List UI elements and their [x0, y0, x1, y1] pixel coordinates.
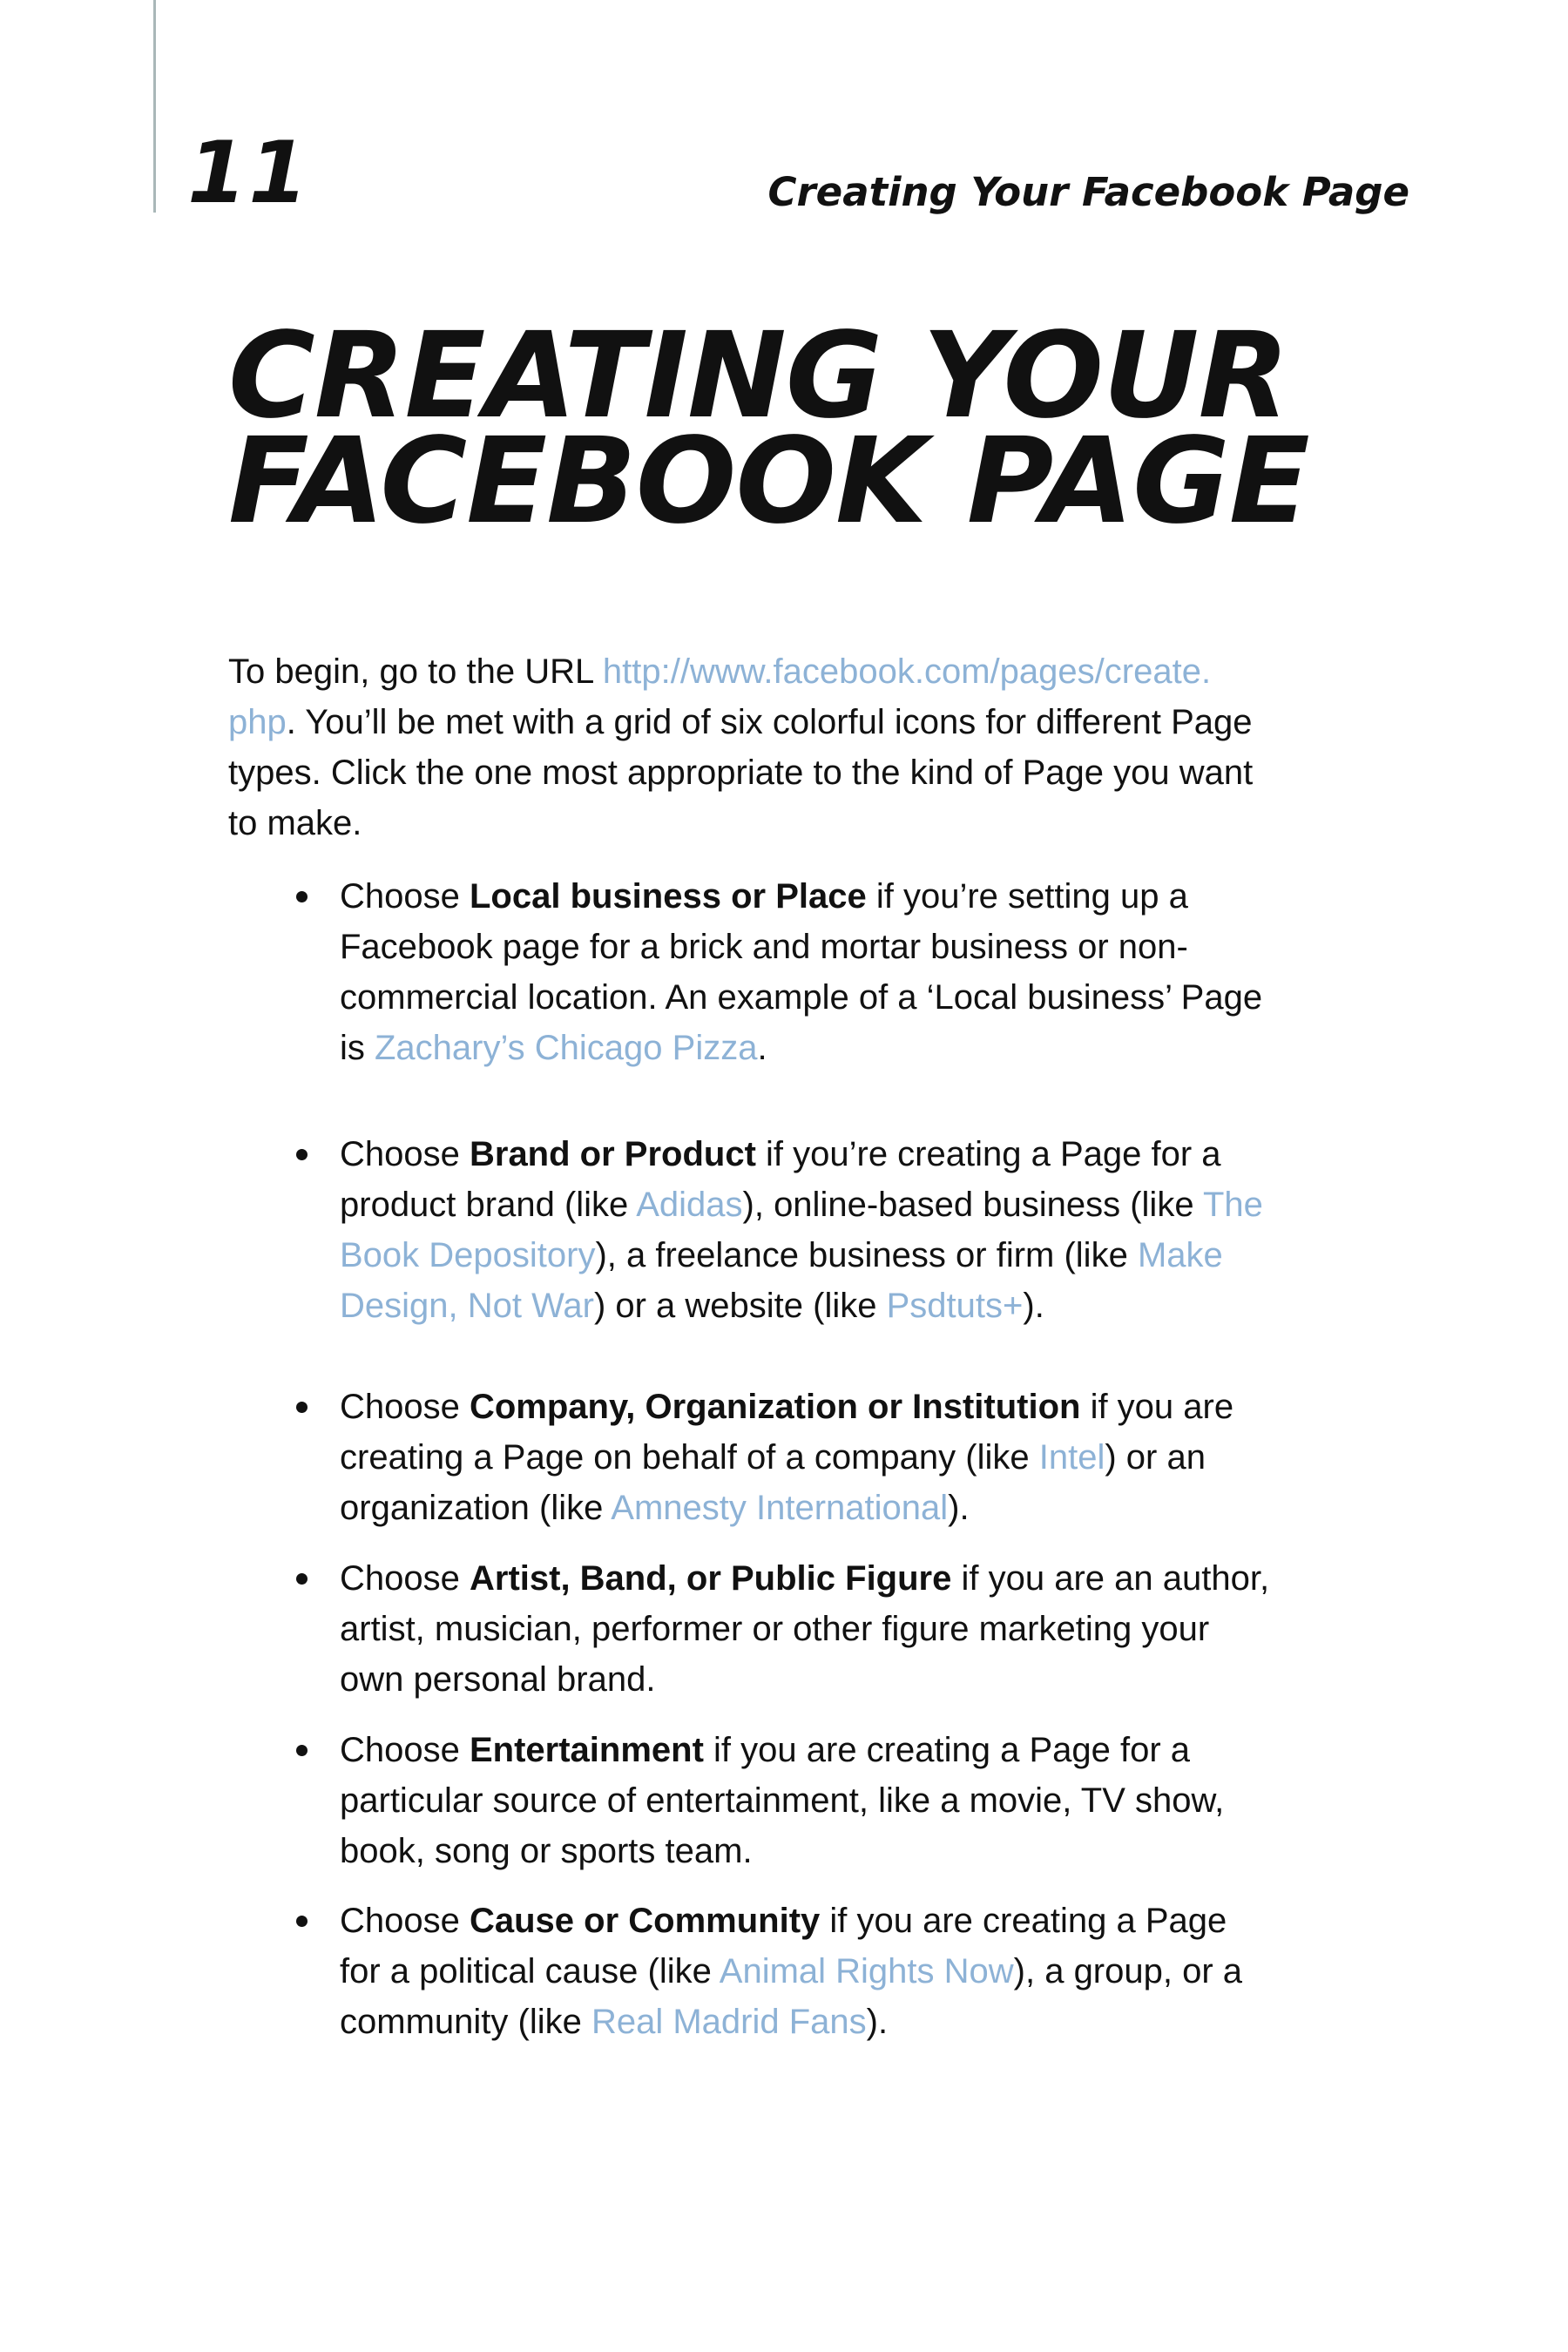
intel-link[interactable]: Intel [1038, 1438, 1105, 1477]
bullet-dot [296, 1745, 308, 1756]
list-item-brand-product [340, 1129, 1429, 1331]
running-head: Creating Your Facebook Page [767, 169, 1409, 215]
text: if you are [1080, 1388, 1234, 1426]
term-company: Company, Organization or Institution [469, 1388, 1081, 1426]
text: community (like [340, 2003, 591, 2041]
intro-line-3: types. Click the one most appropriate to the kind of Page you want [228, 754, 1254, 792]
list-line [340, 1281, 1429, 1331]
list-line: book, song or sports team. [340, 1832, 753, 1870]
text: if you are creating a Page for a [703, 1731, 1191, 1769]
text: organization (like [340, 1489, 612, 1527]
text: ). [948, 1489, 970, 1527]
list-line [340, 1483, 1429, 1533]
text: ) or a website (like [593, 1287, 887, 1325]
bullet-dot [296, 1573, 308, 1585]
list-line: commercial location. An example of a ‘Local business’ Page [340, 978, 1263, 1017]
book-depository-link-cont[interactable]: Book Depository [340, 1236, 596, 1274]
text: product brand (like [340, 1186, 637, 1224]
amnesty-link[interactable]: Amnesty International [611, 1489, 949, 1527]
make-design-link[interactable]: Make [1137, 1236, 1223, 1274]
list-item-entertainment [340, 1725, 1429, 1876]
adidas-link[interactable]: Adidas [636, 1186, 743, 1224]
text: ) or an [1105, 1438, 1206, 1477]
term-artist: Artist, Band, or Public Figure [469, 1559, 952, 1598]
list-line [340, 1129, 1429, 1179]
chapter-title-line-1: CREATING YOUR [228, 308, 1289, 445]
create-page-link-cont[interactable]: php [228, 703, 287, 741]
chapter-title-line-2: FACEBOOK PAGE [228, 413, 1309, 551]
text: Choose [340, 877, 470, 916]
term-brand-product: Brand or Product [469, 1135, 756, 1173]
list-line [340, 1432, 1429, 1483]
term-cause: Cause or Community [469, 1902, 821, 1940]
animal-rights-link[interactable]: Animal Rights Now [719, 1952, 1014, 1990]
list-line [340, 871, 1429, 922]
text: Choose [340, 1902, 470, 1940]
text: ). [1023, 1287, 1044, 1325]
list-line [340, 1896, 1429, 1946]
list-line [340, 1997, 1429, 2047]
intro-line-1 [228, 646, 1361, 697]
real-madrid-link[interactable]: Real Madrid Fans [591, 2003, 867, 2041]
text: if you are creating a Page [820, 1902, 1227, 1940]
list-line [340, 1023, 1429, 1073]
intro-paragraph [228, 646, 1361, 848]
list-line: artist, musician, performer or other figure marketing your [340, 1610, 1210, 1648]
list-line [340, 1946, 1429, 1997]
text: if you’re setting up a [866, 877, 1188, 916]
list-item-artist [340, 1553, 1429, 1705]
bullet-dot [296, 1916, 308, 1927]
list-line [340, 1553, 1429, 1604]
list-line: particular source of entertainment, like a movie, TV show, [340, 1781, 1225, 1820]
text: is [340, 1029, 375, 1067]
text: Choose [340, 1731, 470, 1769]
list-line [340, 1382, 1429, 1432]
bullet-dot [296, 1149, 308, 1160]
list-line [340, 1725, 1429, 1775]
text: Choose [340, 1135, 470, 1173]
list-line [340, 1179, 1429, 1230]
list-line: Facebook page for a brick and mortar business or non- [340, 928, 1188, 966]
text: for a political cause (like [340, 1952, 720, 1990]
margin-rule [153, 0, 156, 213]
chapter-title [228, 308, 1448, 551]
term-local-business: Local business or Place [469, 877, 867, 916]
text: ). [866, 2003, 889, 2041]
text: if you’re creating a Page for a [755, 1135, 1221, 1173]
text: if you are an author, [951, 1559, 1270, 1598]
zacharys-link[interactable]: Zachary’s Chicago Pizza [375, 1029, 758, 1067]
text: ), a group, or a [1013, 1952, 1243, 1990]
list-line: own personal brand. [340, 1660, 656, 1699]
term-entertainment: Entertainment [469, 1731, 704, 1769]
book-depository-link[interactable]: The [1202, 1186, 1263, 1224]
text: creating a Page on behalf of a company (like [340, 1438, 1039, 1477]
intro-text: . You’ll be met with a grid of six colorful icons for different Page [286, 703, 1253, 741]
list-item-cause [340, 1896, 1429, 2047]
intro-line-2 [228, 697, 1361, 747]
list-item-local-business [340, 871, 1429, 1073]
intro-text: To begin, go to the URL [228, 652, 603, 691]
create-page-link[interactable]: http://www.facebook.com/pages/create. [602, 652, 1212, 691]
text: ), online-based business (like [742, 1186, 1203, 1224]
list-item-company [340, 1382, 1429, 1533]
bullet-dot [296, 891, 308, 902]
make-design-link-cont[interactable]: Design, Not War [340, 1287, 594, 1325]
intro-line-4: to make. [228, 804, 362, 842]
text: . [757, 1029, 767, 1067]
text: Choose [340, 1388, 470, 1426]
psdtuts-link[interactable]: Psdtuts+ [886, 1287, 1024, 1325]
page-number: 11 [187, 124, 310, 223]
text: Choose [340, 1559, 470, 1598]
text: ), a freelance business or firm (like [595, 1236, 1138, 1274]
list-line [340, 1230, 1429, 1281]
bullet-dot [296, 1402, 308, 1413]
